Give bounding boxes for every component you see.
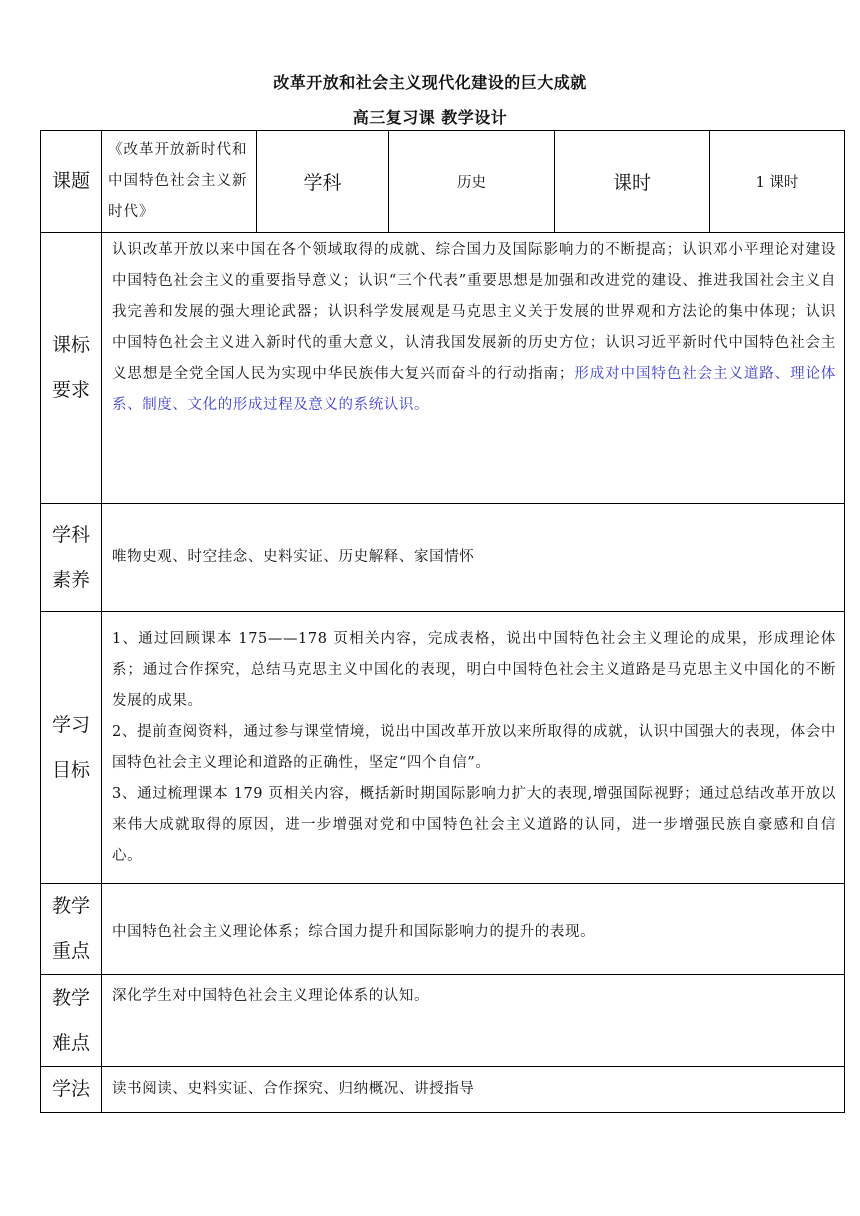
period-value: 1 课时 [710, 131, 845, 233]
standards-label [41, 233, 102, 504]
difficulties-text: 深化学生对中国特色社会主义理论体系的认知。 [102, 975, 845, 1067]
key-points-label-line2: 重点 [51, 940, 90, 962]
header-row [41, 131, 845, 233]
standards-row [41, 233, 845, 504]
standards-label-line2: 要求 [51, 379, 90, 401]
objectives-row [41, 612, 845, 884]
methods-label: 学法 [41, 1067, 102, 1113]
difficulties-label-line2: 难点 [51, 1031, 90, 1054]
literacy-label-line1: 学科 [51, 523, 90, 546]
subject-value: 历史 [389, 131, 555, 233]
difficulties-row [41, 975, 845, 1067]
objective-item-1: 1、通过回顾课本 175——178 页相关内容，完成表格，说出中国特色社会主义理论的成果，形成理论体系；通过合作探究，总结马克思主义中国化的表现，明白中国特色社会主义道路是马克思主义中国化的不断发展的成果。 [112, 630, 836, 709]
literacy-label [41, 504, 102, 612]
standards-label-line1: 课标 [51, 334, 90, 356]
methods-row [41, 1067, 845, 1113]
methods-text: 读书阅读、史料实证、合作探究、归纳概况、讲授指导 [102, 1067, 845, 1113]
objective-item-2: 2、提前查阅资料，通过参与课堂情境，说出中国改革开放以来所取得的成就，认识中国强大的表现，体会中国特色社会主义理论和道路的正确性，坚定“四个自信”。 [112, 723, 836, 771]
standards-content [102, 233, 845, 504]
key-points-text: 中国特色社会主义理论体系；综合国力提升和国际影响力的提升的表现。 [102, 884, 845, 975]
key-points-row [41, 884, 845, 975]
standards-highlight: 形成对中国特色社会主义道路、理论体系、制度、文化的形成过程及意义的系统认识。 [112, 366, 836, 413]
period-label: 课时 [555, 131, 710, 233]
lesson-plan-table [40, 130, 845, 1113]
objective-item-3: 3、通过梳理课本 179 页相关内容，概括新时期国际影响力扩大的表现,增强国际视野；通过总结改革开放以来伟大成就取得的原因，进一步增强对党和中国特色社会主义道路的认同，进一步增强民族自豪感和自信心。 [112, 785, 836, 864]
objectives-label-line1: 学习 [51, 713, 90, 736]
topic-value: 《改革开放新时代和中国特色社会主义新时代》 [102, 131, 257, 233]
literacy-row [41, 504, 845, 612]
topic-label: 课题 [41, 131, 102, 233]
literacy-text: 唯物史观、时空挂念、史料实证、历史解释、家国情怀 [102, 504, 845, 612]
standards-text: 认识改革开放以来中国在各个领域取得的成就、综合国力及国际影响力的不断提高；认识邓小平理论对建设中国特色社会主义的重要指导意义；认识“三个代表”重要思想是加强和改进党的建设、推进我国社会主义自我完善和发展的强大理论武器；认识科学发展观是马克思主义关于发展的世界观和方法论的集中体现；认识中国特色社会主义进入新时代的重大意义，认清我国发展新的历史方位；认识习近平新时代中国特色社会主义思想是全党全国人民为实现中华民族伟大复兴而奋斗的行动指南； [112, 242, 836, 382]
document-title: 改革开放和社会主义现代化建设的巨大成就 [273, 73, 587, 92]
objectives-label-line2: 目标 [51, 758, 90, 781]
document-subtitle: 高三复习课 教学设计 [352, 108, 508, 127]
key-points-label [41, 884, 102, 975]
key-points-label-line1: 教学 [51, 895, 90, 917]
difficulties-label-line1: 教学 [51, 986, 90, 1009]
literacy-label-line2: 素养 [51, 568, 90, 591]
objectives-label [41, 612, 102, 884]
subject-label: 学科 [257, 131, 389, 233]
difficulties-label [41, 975, 102, 1067]
objectives-content [102, 612, 845, 884]
